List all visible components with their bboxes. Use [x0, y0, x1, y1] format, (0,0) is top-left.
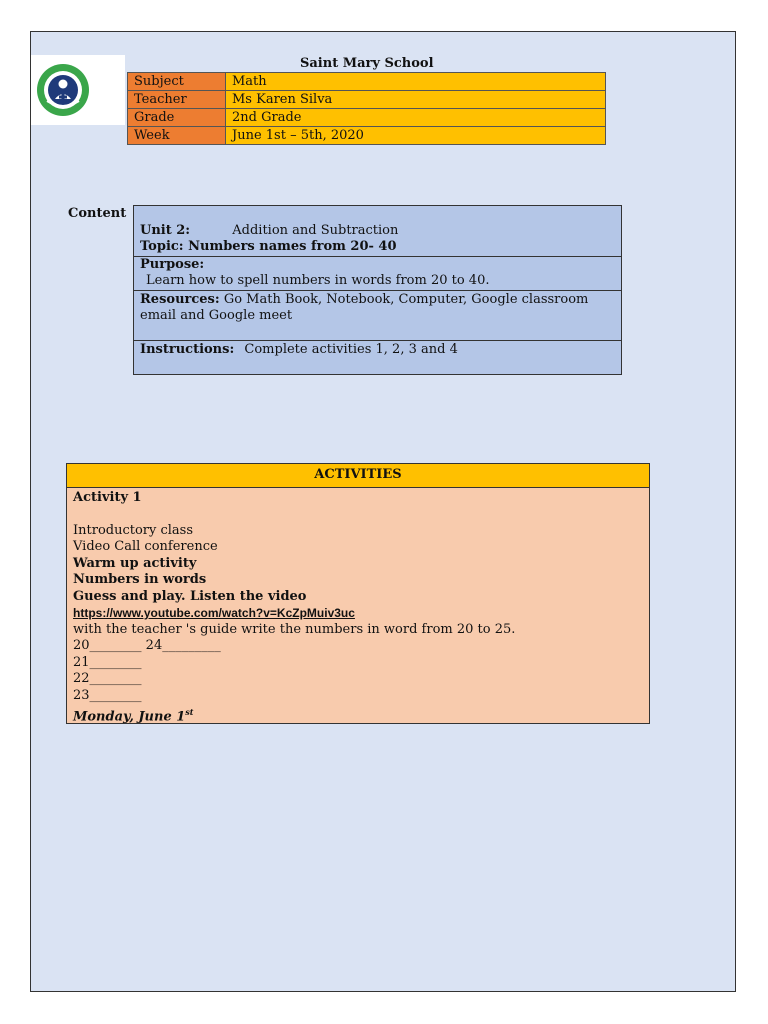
- instructions-row: [134, 341, 621, 374]
- info-row-teacher: [128, 91, 606, 109]
- info-row-grade: [128, 109, 606, 127]
- info-table: [127, 72, 606, 145]
- activity-bold-line: Numbers in words: [73, 572, 207, 587]
- unit-value: Addition and Subtraction: [232, 223, 399, 238]
- video-link[interactable]: https://www.youtube.com/watch?v=KcZpMuiv3uc: [73, 606, 355, 620]
- activities-body: [67, 488, 649, 723]
- activity-bold-line: Warm up activity: [73, 555, 197, 571]
- resources-text: Go Math Book, Notebook, Computer, Google classroom: [223, 292, 589, 307]
- resources-text-2: email and Google meet: [140, 308, 293, 323]
- info-row-subject: [128, 73, 606, 91]
- unit-label: Unit 2:: [140, 223, 191, 238]
- purpose-label: Purpose:: [140, 257, 205, 272]
- purpose-row: [134, 257, 621, 291]
- activity-title: Activity 1: [73, 490, 142, 505]
- info-key: Subject: [128, 73, 226, 91]
- activity-line: Introductory class: [73, 522, 194, 538]
- school-logo: [31, 55, 125, 125]
- activities-table: [66, 463, 650, 724]
- content-label: Content: [68, 206, 127, 221]
- info-value: 2nd Grade: [226, 109, 606, 127]
- activity-line: Video Call conference: [73, 539, 218, 554]
- info-value: Math: [226, 73, 606, 91]
- unit-row: [134, 206, 621, 257]
- resources-row: [134, 291, 621, 341]
- blank-line: 20________ 24_________: [73, 638, 221, 653]
- instructions-label: Instructions:: [140, 342, 235, 357]
- activity-instruction: with the teacher 's guide write the numbers in word from 20 to 25.: [73, 621, 516, 637]
- blank-line: 22________: [73, 671, 142, 686]
- info-value: June 1st – 5th, 2020: [226, 127, 606, 145]
- activity-date: Monday, June 1st: [73, 707, 194, 725]
- activity-bold-line: Guess and play. Listen the video: [73, 588, 307, 604]
- info-row-week: [128, 127, 606, 145]
- purpose-text: Learn how to spell numbers in words from 20 to 40.: [146, 273, 490, 288]
- activities-header: ACTIVITIES: [67, 464, 649, 488]
- info-value: Ms Karen Silva: [226, 91, 606, 109]
- info-key: Week: [128, 127, 226, 145]
- info-key: Grade: [128, 109, 226, 127]
- blank-line: 21________: [73, 654, 142, 670]
- content-box: [133, 205, 622, 375]
- info-key: Teacher: [128, 91, 226, 109]
- blank-line: 23________: [73, 687, 142, 703]
- school-title: Saint Mary School: [300, 56, 434, 71]
- topic: Topic: Numbers names from 20- 40: [140, 239, 397, 254]
- instructions-text: Complete activities 1, 2, 3 and 4: [244, 342, 458, 357]
- resources-label: Resources:: [140, 292, 220, 307]
